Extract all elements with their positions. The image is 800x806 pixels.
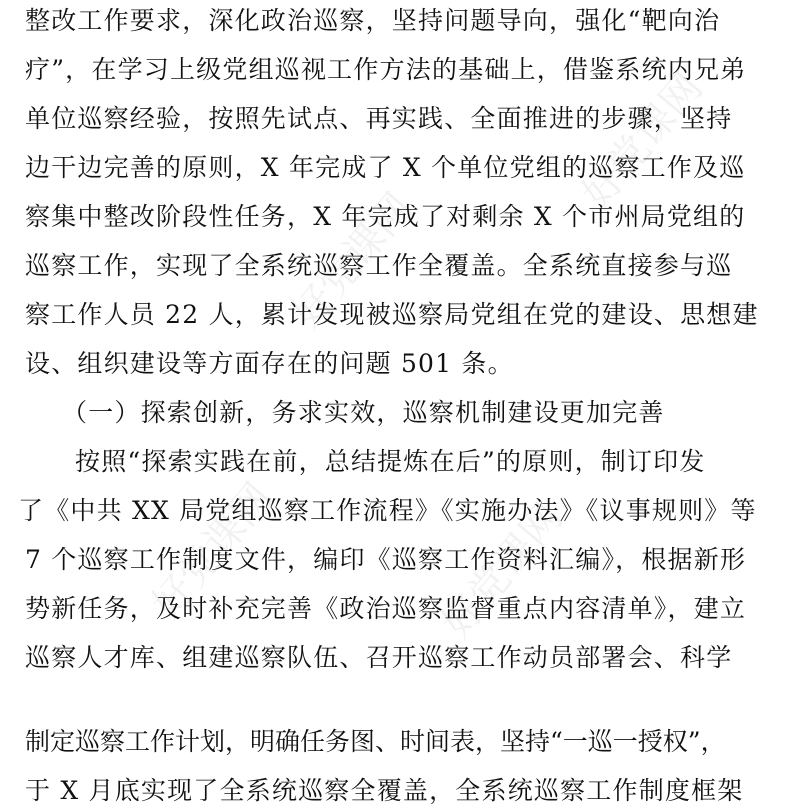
paragraph-line: 疗”，在学习上级党组巡视工作方法的基础上，借鉴系统内兄弟 bbox=[25, 55, 747, 84]
paragraph-line: 边干边完善的原则，X 年完成了 X 个单位党组的巡察工作及巡 bbox=[25, 153, 746, 182]
paragraph-line: 了《中共 XX 局党组巡察工作流程》《实施办法》《议事规则》等 bbox=[18, 496, 757, 525]
paragraph-line: 单位巡察经验，按照先试点、再实践、全面推进的步骤，坚持 bbox=[25, 104, 733, 133]
paragraph-line: 设、组织建设等方面存在的问题 501 条。 bbox=[25, 349, 514, 378]
paragraph-line: 7 个巡察工作制度文件，编印《巡察工作资料汇编》，根据新形 bbox=[25, 545, 747, 574]
paragraph-line: 于 X 月底实现了全系统巡察全覆盖，全系统巡察工作制度框架 bbox=[25, 776, 744, 805]
paragraph-line: 制定巡察工作计划，明确任务图、时间表，坚持“一巡一授权”， bbox=[25, 727, 726, 756]
watermark: 好党课网 bbox=[433, 494, 572, 647]
watermark: 好党课网 bbox=[283, 184, 422, 337]
paragraph-line: 势新任务，及时补充完善《政治巡察监督重点内容清单》，建立 bbox=[25, 594, 747, 623]
paragraph-line: 巡察工作，实现了全系统巡察工作全覆盖。全系统直接参与巡 bbox=[25, 251, 733, 280]
section-heading: （一）探索创新，务求实效，巡察机制建设更加完善 bbox=[62, 398, 665, 427]
paragraph-line: 按照“探索实践在前，总结提炼在后”的原则，制订印发 bbox=[75, 447, 706, 476]
watermark: 好党课网 bbox=[573, 64, 712, 217]
paragraph-line: 察集中整改阶段性任务，X 年完成了对剩余 X 个市州局党组的 bbox=[25, 202, 746, 231]
paragraph-line: 整改工作要求，深化政治巡察，坚持问题导向，强化“靶向治 bbox=[25, 6, 721, 35]
watermark: 好党课网 bbox=[143, 474, 282, 627]
paragraph-line: 察工作人员 22 人，累计发现被巡察局党组在党的建设、思想建 bbox=[25, 300, 759, 329]
paragraph-line: 巡察人才库、组建巡察队伍、召开巡察工作动员部署会、科学 bbox=[25, 643, 733, 672]
